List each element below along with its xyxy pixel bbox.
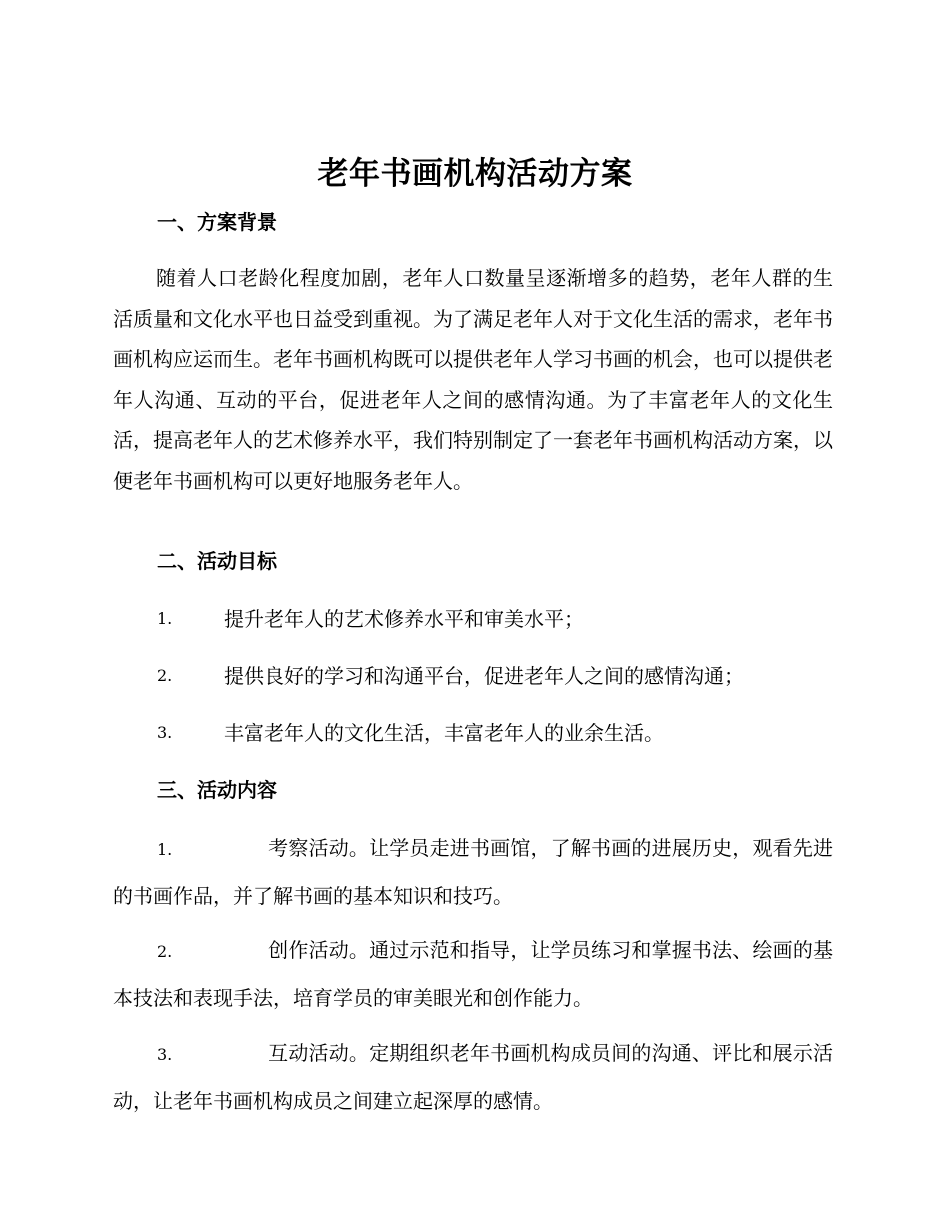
content-item-number: 2.	[157, 942, 173, 961]
goal-item-text: 提供良好的学习和沟通平台，促进老年人之间的感情沟通；	[224, 664, 744, 688]
content-item-number: 3.	[157, 1045, 173, 1064]
goal-item	[113, 653, 833, 699]
content-item-text: 考察活动。让学员走进书画馆，了解书画的进展历史，观看先进的书画作品，并了解书画的基本知识和技巧。	[113, 836, 833, 908]
goal-item	[113, 710, 833, 756]
goal-item	[113, 596, 833, 642]
content-item-text: 互动活动。定期组织老年书画机构成员间的沟通、评比和展示活动，让老年书画机构成员之间建立起深厚的感情。	[113, 1041, 833, 1113]
goal-item-number: 2.	[157, 666, 173, 685]
content-item	[113, 927, 833, 1021]
background-paragraph: 随着人口老龄化程度加剧，老年人口数量呈逐渐增多的趋势，老年人群的生活质量和文化水平也日益受到重视。为了满足老年人对于文化生活的需求，老年书画机构应运而生。老年书画机构既可以提供老年人学习书画的机会，也可以提供老年人沟通、互动的平台，促进老年人之间的感情沟通。为了丰富老年人的文化生活，提高老年人的艺术修养水平，我们特别制定了一套老年书画机构活动方案，以便老年书画机构可以更好地服务老年人。	[113, 266, 833, 493]
section-heading-goals: 二、活动目标	[157, 549, 277, 573]
goal-item-text: 丰富老年人的文化生活，丰富老年人的业余生活。	[224, 721, 664, 745]
section-heading-content: 三、活动内容	[157, 778, 277, 802]
section-heading-background: 一、方案背景	[157, 210, 277, 234]
goal-item-number: 3.	[157, 723, 173, 742]
content-item-text: 创作活动。通过示范和指导，让学员练习和掌握书法、绘画的基本技法和表现手法，培育学员的审美眼光和创作能力。	[113, 938, 833, 1010]
goal-item-text: 提升老年人的艺术修养水平和审美水平；	[224, 607, 584, 631]
goal-item-number: 1.	[157, 609, 173, 628]
content-item	[113, 825, 833, 919]
content-item	[113, 1030, 833, 1124]
content-item-number: 1.	[157, 840, 173, 859]
page-title: 老年书画机构活动方案	[317, 156, 633, 192]
